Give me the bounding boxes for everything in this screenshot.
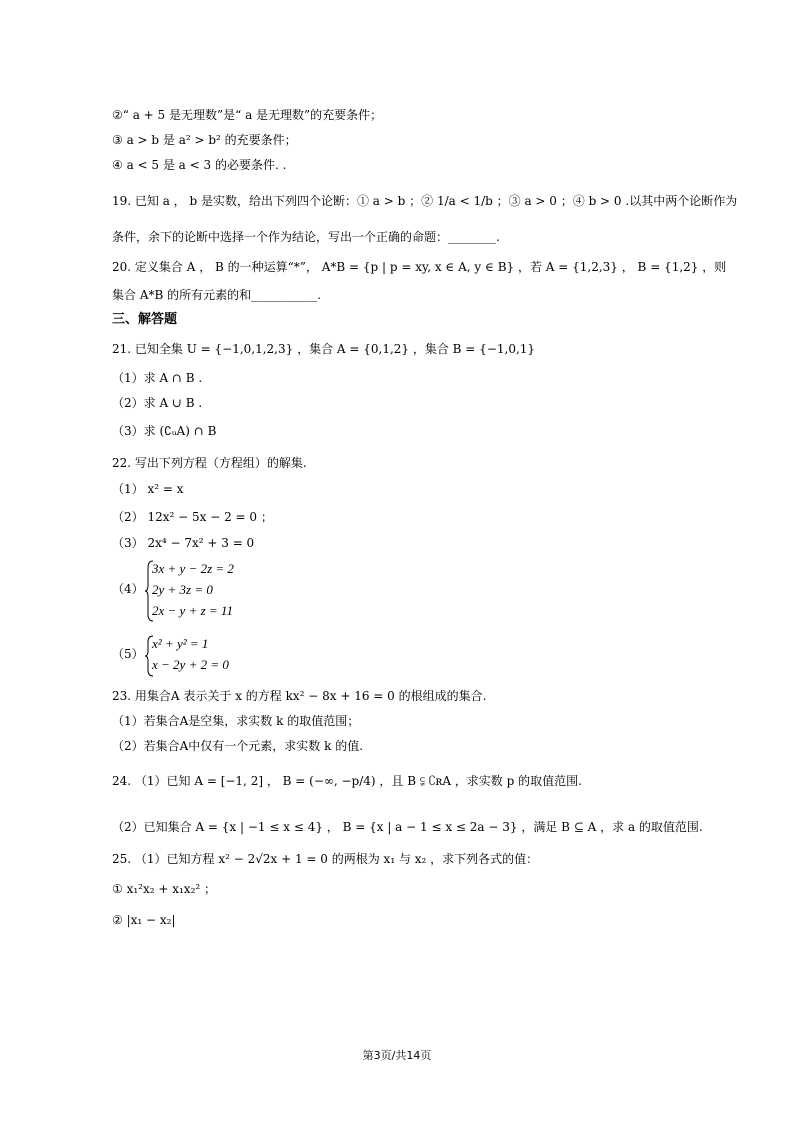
question-22-part-1: （1） x² = x: [112, 482, 184, 496]
question-24-part-1: 24. （1）已知 A = [−1, 2] ， B = (−∞, −p/4) ，且 B ⫋ ∁ʀA ，求实数 p 的取值范围.: [112, 774, 582, 788]
question-22-part-5: [112, 633, 412, 677]
question-21-part-2: （2）求 A ∪ B .: [112, 396, 203, 410]
question-24-part-2: （2）已知集合 A = {x | −1 ≤ x ≤ 4} ， B = {x | a − 1 ≤ x ≤ 2a − 3} ，满足 B ⊆ A ，求 a 的取值范围.: [112, 820, 703, 834]
system-label: （5）: [112, 647, 144, 661]
question-21-part-1: （1）求 A ∩ B .: [112, 371, 203, 385]
equation: 2x − y + z = 11: [152, 603, 233, 618]
question-20-line-2: 集合 A*B 的所有元素的和___________.: [112, 288, 321, 302]
question-19-line-1: 19. 已知 a ， b 是实数，给出下列四个论断：① a > b ；② 1/a < 1/b ；③ a > 0 ；④ b > 0 .以其中两个论断作为: [112, 194, 738, 208]
question-22-part-2: （2） 12x² − 5x − 2 = 0 ；: [112, 510, 273, 524]
statement-2: ②“ a + 5 是无理数”是“ a 是无理数”的充要条件；: [112, 108, 383, 122]
question-21: 21. 已知全集 U = {−1,0,1,2,3} ，集合 A = {0,1,2} ，集合 B = {−1,0,1}: [112, 342, 536, 356]
statement-4: ④ a < 5 是 a < 3 的必要条件. .: [112, 158, 287, 172]
question-22-part-4: [112, 558, 412, 624]
question-23-part-2: （2）若集合A中仅有一个元素，求实数 k 的值.: [112, 739, 364, 753]
question-20-line-1: 20. 定义集合 A ， B 的一种运算“*”， A*B = {p | p = xy, x ∈ A, y ∈ B} ，若 A = {1,2,3} ， B = {1,2} ，则: [112, 260, 727, 274]
statement-3: ③ a > b 是 a² > b² 的充要条件；: [112, 133, 297, 147]
equation: x² + y² = 1: [152, 636, 209, 651]
question-25: 25. （1）已知方程 x² − 2√2x + 1 = 0 的两根为 x₁ 与 x₂ ，求下列各式的值：: [112, 852, 539, 866]
section-heading: 三、解答题: [112, 312, 178, 327]
question-21-part-3: （3）求 (∁ᵤA) ∩ B: [112, 424, 217, 438]
equation: 3x + y − 2z = 2: [152, 561, 234, 576]
question-22-part-3: （3） 2x⁴ − 7x² + 3 = 0: [112, 536, 255, 550]
system-equations: [152, 633, 229, 675]
question-25-item-2: ② |x₁ − x₂|: [112, 913, 176, 927]
question-22: 22. 写出下列方程（方程组）的解集.: [112, 456, 307, 470]
system-equations: [152, 558, 234, 621]
question-19-line-2: 条件，余下的论断中选择一个作为结论，写出一个正确的命题：________.: [112, 230, 500, 244]
question-23: 23. 用集合A 表示关于 x 的方程 kx² − 8x + 16 = 0 的根组成的集合.: [112, 689, 487, 703]
question-23-part-1: （1）若集合A是空集，求实数 k 的取值范围；: [112, 714, 360, 728]
equation: 2y + 3z = 0: [152, 582, 213, 597]
page-footer: 第3页/共14页: [362, 1049, 432, 1062]
equation: x − 2y + 2 = 0: [152, 657, 229, 672]
system-label: （4）: [112, 582, 144, 596]
question-25-item-1: ① x₁²x₂ + x₁x₂² ；: [112, 882, 217, 896]
